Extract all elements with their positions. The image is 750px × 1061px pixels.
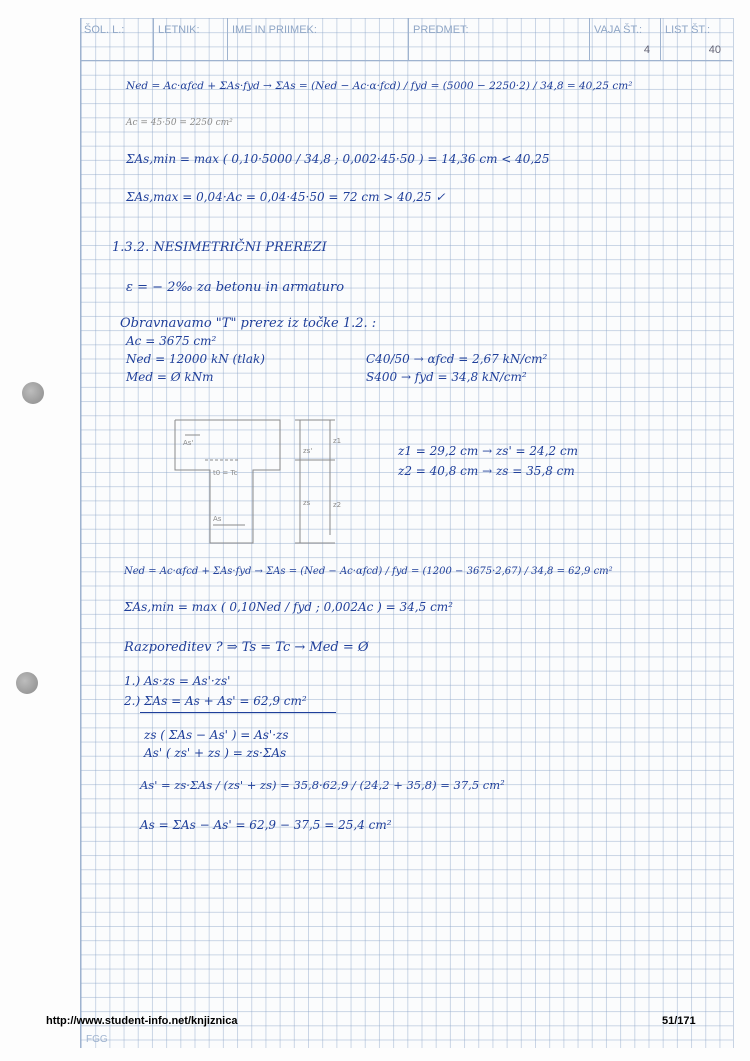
equation-line: C40/50 → αfcd = 2,67 kN/cm² <box>366 352 548 366</box>
header-list <box>661 18 731 60</box>
header-ime-label: IME IN PRIIMEK: <box>232 24 317 36</box>
header-predmet <box>409 18 590 60</box>
header-list-value: 40 <box>708 44 721 56</box>
section-heading: 1.3.2. NESIMETRIČNI PREREZI <box>112 240 327 255</box>
sketch-label-zs: zs <box>303 499 311 507</box>
equation-line: ΣAs,min = max ( 0,10·5000 / 34,8 ; 0,002·45·50 ) = 14,36 cm < 40,25 <box>126 152 550 166</box>
footer-url: http://www.student-info.net/knjiznica <box>46 1015 238 1027</box>
sketch-label-z2: z2 <box>333 501 342 509</box>
equation-line: 1.) As·zs = As'·zs' <box>124 674 231 688</box>
header-vaja-value: 4 <box>643 44 650 56</box>
header-sol <box>80 18 154 60</box>
equation-line: Ned = Ac·αfcd + ΣAs·fyd → ΣAs = (Ned − Ac·αfcd) / fyd = (1200 − 3675·2,67) / 34,8 = 62,9 cm² <box>124 566 613 577</box>
equation-line: Razporeditev ? ⇒ Ts = Tc → Med = Ø <box>124 640 369 655</box>
form-header <box>80 18 732 60</box>
equation-line: ΣAs,min = max ( 0,10Ned / fyd ; 0,002Ac ) = 34,5 cm² <box>124 600 453 614</box>
header-ime <box>228 18 409 60</box>
equation-line: S400 → fyd = 34,8 kN/cm² <box>366 370 527 384</box>
equation-line: zs ( ΣAs − As' ) = As'·zs <box>144 728 289 742</box>
punch-hole-top <box>22 382 44 404</box>
sketch-label-as-bottom: As <box>213 515 222 523</box>
header-letnik-label: LETNIK: <box>158 24 200 36</box>
header-list-label: LIST ŠT.: <box>665 24 711 36</box>
footer-page-number: 51/171 <box>662 1015 696 1027</box>
header-vaja <box>590 18 661 60</box>
equation-line: z2 = 40,8 cm → zs = 35,8 cm <box>398 464 575 478</box>
t-section-sketch <box>165 415 355 550</box>
sketch-label-as-top: As' <box>183 439 194 447</box>
header-letnik <box>154 18 228 60</box>
equation-line: As' ( zs' + zs ) = zs·ΣAs <box>144 746 287 760</box>
footer-fgg: FGG <box>86 1034 108 1045</box>
equation-line: ε = − 2‰ za betonu in armaturo <box>126 280 345 295</box>
equation-line: Ned = Ac·αfcd + ΣAs·fyd → ΣAs = (Ned − Ac·α·fcd) / fyd = (5000 − 2250·2) / 34,8 = 40,25 cm² <box>126 80 633 92</box>
header-predmet-label: PREDMET: <box>413 24 469 36</box>
equation-line: As' = zs·ΣAs / (zs' + zs) = 35,8·62,9 / (24,2 + 35,8) = 37,5 cm² <box>140 778 505 792</box>
equation-line: Ned = 12000 kN (tlak) <box>126 352 265 366</box>
underline <box>140 712 336 713</box>
sketch-label-zs-prime: zs' <box>303 447 313 455</box>
header-vaja-label: VAJA ŠT.: <box>594 24 643 36</box>
header-sol-label: ŠOL. L.: <box>84 24 125 36</box>
equation-line: ΣAs,max = 0,04·Ac = 0,04·45·50 = 72 cm > 40,25 ✓ <box>126 190 446 204</box>
equation-line: z1 = 29,2 cm → zs' = 24,2 cm <box>398 444 579 458</box>
equation-line: Obravnavamo "T" prerez iz točke 1.2. : <box>120 316 377 331</box>
equation-line: Ac = 3675 cm² <box>126 334 217 348</box>
sketch-label-z1: z1 <box>333 437 342 445</box>
punch-hole-bottom <box>16 672 38 694</box>
header-divider <box>80 60 732 61</box>
equation-line: As = ΣAs − As' = 62,9 − 37,5 = 25,4 cm² <box>140 818 392 832</box>
equation-line: Ac = 45·50 = 2250 cm² <box>126 118 233 128</box>
equation-line: 2.) ΣAs = As + As' = 62,9 cm² <box>124 694 307 708</box>
equation-line: Med = Ø kNm <box>126 370 214 384</box>
sketch-label-t0: t0 = Tc <box>213 469 238 477</box>
